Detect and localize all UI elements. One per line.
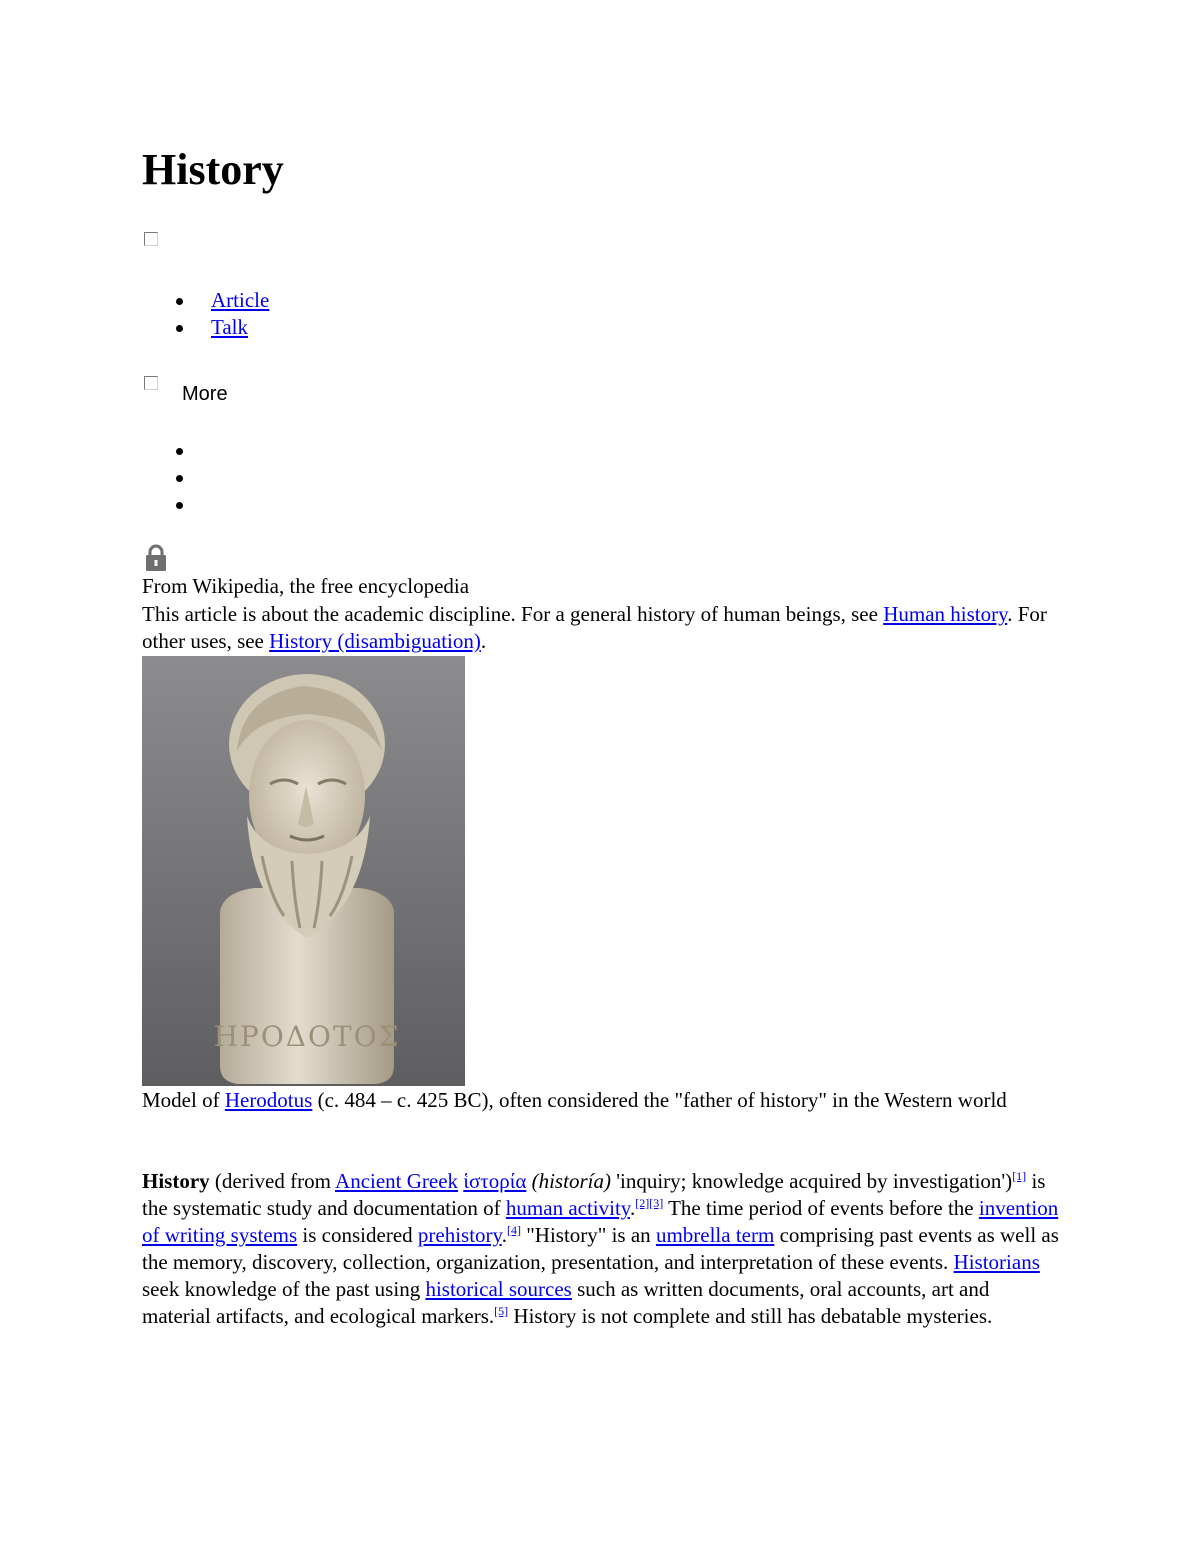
citation-4-link[interactable]: [4] [506, 1223, 521, 1237]
tab-article [175, 287, 269, 314]
invention-of-writing-link[interactable]: invention of writing systems [142, 1196, 1059, 1247]
citation-2-link[interactable]: [2] [635, 1196, 650, 1210]
tab-article-link[interactable]: Article [211, 288, 270, 312]
historical-sources-link[interactable]: historical sources [425, 1277, 572, 1301]
lead-paragraph [142, 1168, 1062, 1330]
list-item [175, 464, 211, 491]
citation-3-link[interactable]: [3] [649, 1196, 664, 1210]
tab-talk [175, 314, 269, 341]
bust-inscription: ΗΡΟΔΟΤΟΣ [213, 1020, 401, 1053]
more-menu-checkbox[interactable] [144, 376, 158, 390]
lead-text: 'inquiry; knowledge acquired by investigation') [610, 1169, 1013, 1193]
more-menu-label[interactable]: More [182, 383, 228, 405]
historians-link[interactable]: Historians [953, 1250, 1040, 1274]
hatnote-text: . For other uses, see [142, 602, 1047, 653]
herodotus-bust-image[interactable] [142, 656, 465, 1086]
umbrella-term-link[interactable]: umbrella term [655, 1223, 775, 1247]
lead-text: (derived from [209, 1169, 336, 1193]
lead-text: is considered [297, 1223, 418, 1247]
tagline: From Wikipedia, the free encyclopedia [142, 574, 470, 598]
more-menu-list [175, 437, 211, 518]
tab-talk-link[interactable]: Talk [211, 315, 249, 339]
caption-text: Model of [142, 1088, 225, 1112]
namespace-tabs [175, 287, 269, 341]
lead-text: seek knowledge of the past using [142, 1277, 426, 1301]
ancient-greek-link[interactable]: Ancient Greek [335, 1169, 459, 1193]
lead-text: History is not complete and still has debatable mysteries. [508, 1304, 993, 1328]
lead-text: . [501, 1223, 507, 1247]
citation-1-link[interactable]: [1] [1012, 1169, 1027, 1183]
caption-text: (c. 484 – c. 425 BC), often considered the "father of history" in the Western world [312, 1088, 1007, 1112]
herodotus-link[interactable]: Herodotus [224, 1088, 313, 1112]
lock-icon [143, 543, 169, 573]
lead-text: is the systematic study and documentation of [142, 1169, 1046, 1220]
page-title: History [142, 145, 284, 194]
list-item [175, 437, 211, 464]
image-caption [142, 1087, 1062, 1114]
lead-transliteration: (historía) [531, 1169, 611, 1193]
lead-bold-term: History [142, 1169, 210, 1193]
human-history-link[interactable]: Human history [883, 602, 1008, 626]
lead-text: The time period of events before the [663, 1196, 979, 1220]
hatnote-text: . [480, 629, 487, 653]
prehistory-link[interactable]: prehistory [417, 1223, 502, 1247]
human-activity-link[interactable]: human activity [505, 1196, 630, 1220]
lead-text: comprising past events as well as the memory, discovery, collection, organization, presentation, and interpretation of these events. [142, 1223, 1059, 1274]
historia-greek-link[interactable]: ἱστορία [463, 1169, 527, 1193]
menu-toggle-checkbox[interactable] [144, 232, 158, 246]
list-item [175, 491, 211, 518]
lead-text: "History" is an [520, 1223, 656, 1247]
hatnote [142, 601, 1062, 655]
lead-text: . [629, 1196, 636, 1220]
hatnote-text: This article is about the academic discipline. For a general history of human beings, see [142, 602, 884, 626]
history-disambiguation-link[interactable]: History (disambiguation) [269, 629, 481, 653]
citation-5-link[interactable]: [5] [494, 1304, 509, 1318]
lead-text: such as written documents, oral accounts, art and material artifacts, and ecological markers. [142, 1277, 990, 1328]
